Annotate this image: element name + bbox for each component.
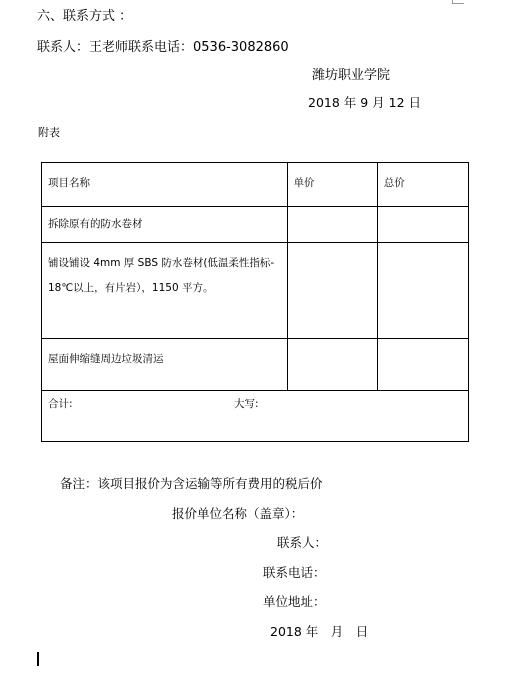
table-cell[interactable]	[377, 243, 468, 339]
header-item-name: 项目名称	[48, 177, 90, 189]
row-unit-price	[288, 339, 377, 347]
page-corner-mark-vertical	[452, 0, 453, 4]
contact-person-label: 联系人：	[277, 535, 328, 550]
table-row	[42, 339, 469, 391]
table-header-row	[42, 163, 469, 207]
row-item-name: 铺设铺设 4mm 厚 SBS 防水卷材(低温柔性指标-18℃以上，有片岩），1150 平方。	[48, 257, 275, 294]
address-label: 单位地址：	[263, 594, 326, 609]
table-row	[42, 243, 469, 339]
table-row	[42, 207, 469, 243]
table-header-cell[interactable]	[377, 163, 468, 207]
text-cursor	[37, 652, 39, 666]
quoting-unit-label: 报价单位名称（盖章）：	[172, 506, 304, 521]
row-unit-price	[288, 207, 377, 215]
row-total-price	[378, 243, 468, 251]
quotation-table	[41, 162, 469, 442]
footer-date: 2018 年 月 日	[270, 624, 369, 639]
table-cell[interactable]	[42, 207, 288, 243]
table-cell[interactable]	[377, 207, 468, 243]
appendix-label: 附表	[38, 126, 60, 139]
row-unit-price	[288, 243, 377, 251]
table-cell[interactable]	[287, 243, 377, 339]
document-date: 2018 年 9 月 12 日	[308, 95, 422, 110]
table-header-cell[interactable]	[287, 163, 377, 207]
section-heading: 六、联系方式 ：	[37, 9, 133, 24]
table-cell[interactable]	[377, 339, 468, 391]
table-cell[interactable]	[42, 243, 288, 339]
table-sum-row	[42, 391, 469, 442]
row-total-price	[378, 207, 468, 215]
table-header-cell[interactable]	[42, 163, 288, 207]
contact-line: 联系人：王老师联系电话：0536-3082860	[37, 40, 289, 55]
sum-label: 合计:	[48, 398, 73, 410]
row-total-price	[378, 339, 468, 347]
header-total-price: 总价	[383, 177, 405, 189]
page-corner-mark	[452, 3, 464, 4]
contact-phone-label: 联系电话：	[263, 565, 326, 580]
sum-cell[interactable]	[42, 391, 469, 442]
school-name: 潍坊职业学院	[312, 68, 391, 83]
row-item-name: 拆除原有的防水卷材	[48, 218, 143, 230]
sum-cell-content	[42, 391, 468, 441]
table-cell[interactable]	[287, 207, 377, 243]
remark-text: 备注：该项目报价为含运输等所有费用的税后价	[60, 476, 323, 491]
table-cell[interactable]	[287, 339, 377, 391]
capital-amount-label: 大写:	[234, 398, 259, 410]
row-item-name: 屋面伸缩缝周边垃圾清运	[48, 353, 164, 365]
header-unit-price: 单价	[293, 177, 315, 189]
table-cell[interactable]	[42, 339, 288, 391]
